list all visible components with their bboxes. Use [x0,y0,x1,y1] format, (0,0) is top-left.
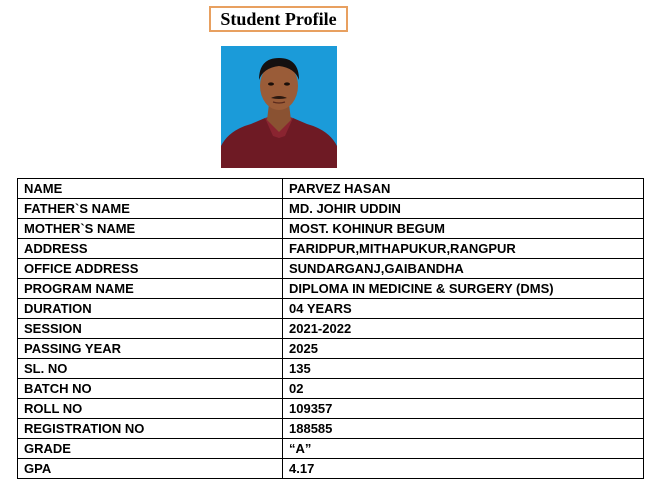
table-row [18,199,644,219]
table-row [18,299,644,319]
table-row [18,359,644,379]
row-value: 135 [283,359,644,379]
row-label: PROGRAM NAME [18,279,283,299]
table-row [18,399,644,419]
row-label: OFFICE ADDRESS [18,259,283,279]
row-value: PARVEZ HASAN [283,179,644,199]
table-row [18,259,644,279]
table-row [18,379,644,399]
row-value: MOST. KOHINUR BEGUM [283,219,644,239]
row-label: GRADE [18,439,283,459]
student-photo-image [221,46,337,168]
row-label: ROLL NO [18,399,283,419]
row-label: NAME [18,179,283,199]
table-row [18,439,644,459]
row-label: DURATION [18,299,283,319]
row-value: MD. JOHIR UDDIN [283,199,644,219]
table-row [18,219,644,239]
row-value: “A” [283,439,644,459]
student-photo [221,46,337,168]
row-value: DIPLOMA IN MEDICINE & SURGERY (DMS) [283,279,644,299]
table-row [18,239,644,259]
row-value: SUNDARGANJ,GAIBANDHA [283,259,644,279]
table-row [18,319,644,339]
table-row [18,279,644,299]
row-value: FARIDPUR,MITHAPUKUR,RANGPUR [283,239,644,259]
row-label: SESSION [18,319,283,339]
table-row [18,459,644,479]
row-label: FATHER`S NAME [18,199,283,219]
row-value: 2021-2022 [283,319,644,339]
row-label: BATCH NO [18,379,283,399]
row-value: 109357 [283,399,644,419]
row-value: 04 YEARS [283,299,644,319]
table-row [18,339,644,359]
row-label: GPA [18,459,283,479]
row-label: SL. NO [18,359,283,379]
page-title: Student Profile [209,6,348,32]
table-row [18,419,644,439]
row-value: 4.17 [283,459,644,479]
row-value: 02 [283,379,644,399]
row-label: MOTHER`S NAME [18,219,283,239]
row-value: 2025 [283,339,644,359]
table-row [18,179,644,199]
row-value: 188585 [283,419,644,439]
profile-table [17,178,644,479]
row-label: REGISTRATION NO [18,419,283,439]
row-label: PASSING YEAR [18,339,283,359]
row-label: ADDRESS [18,239,283,259]
